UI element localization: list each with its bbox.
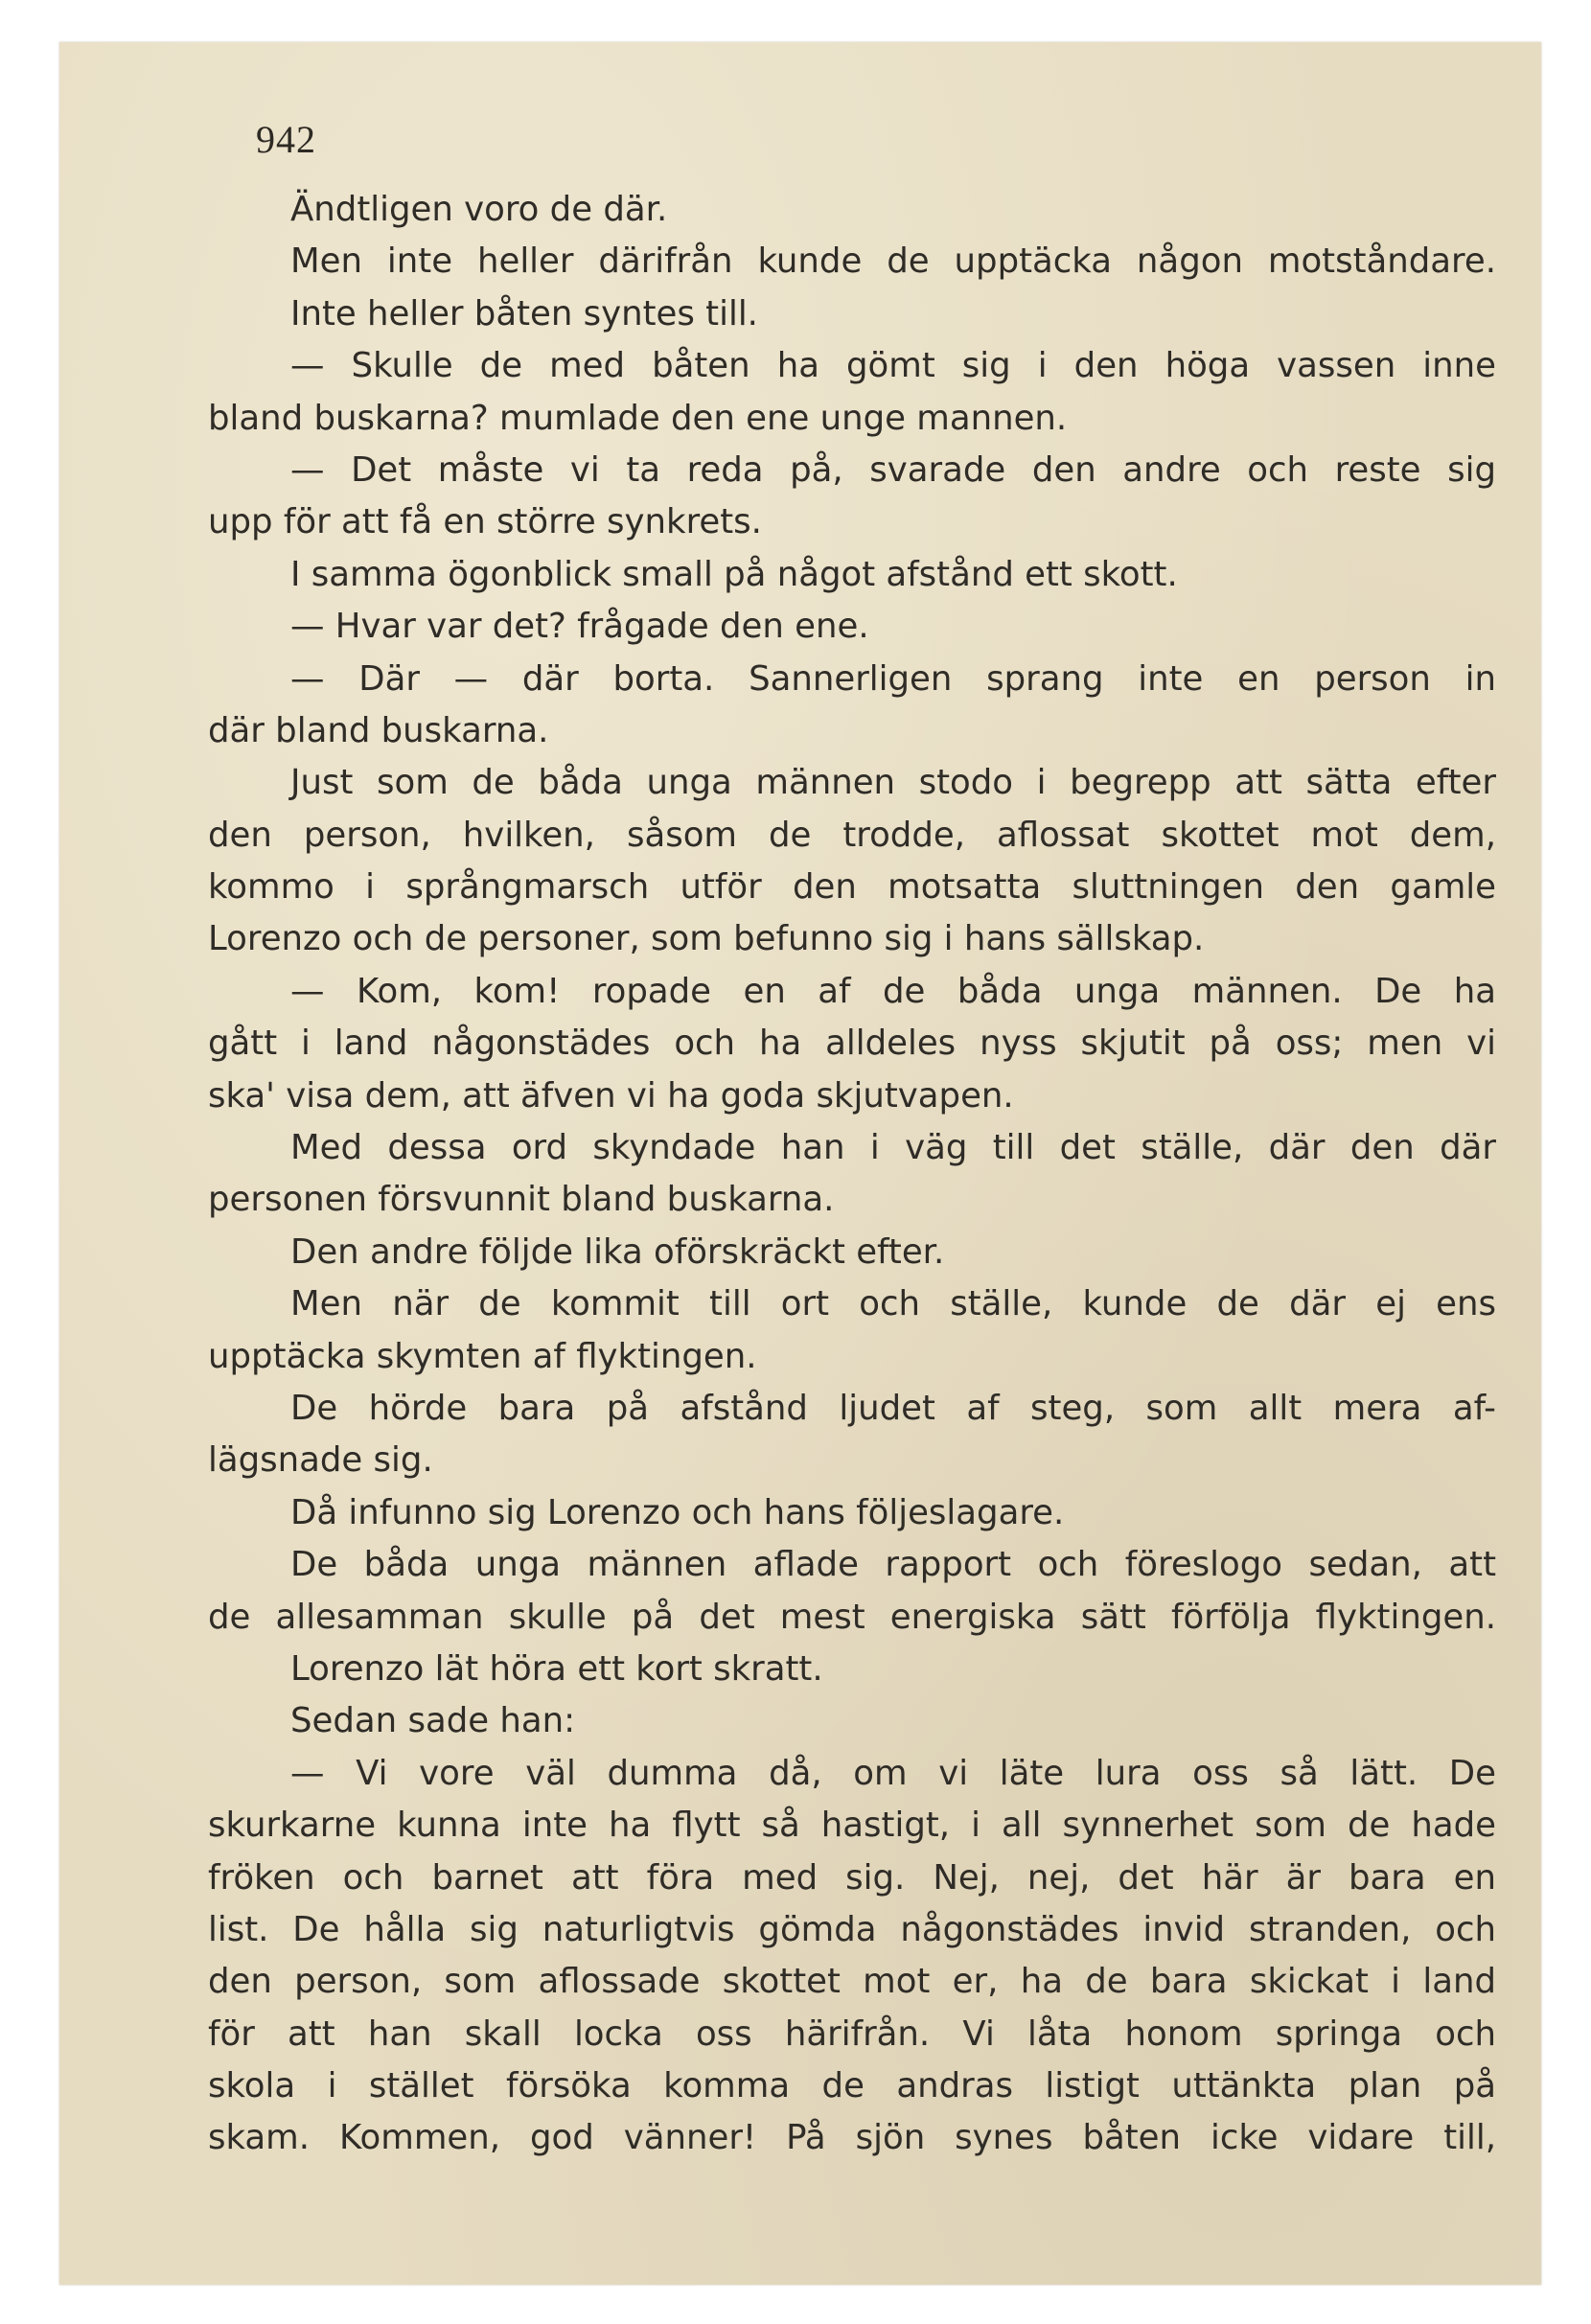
text-line: Lorenzo lät höra ett kort skratt. [290,1648,823,1689]
text-line: Den andre följde lika oförskräckt efter. [290,1231,945,1272]
text-line: den person, hvilken, såsom de trodde, aflossat skottet mot dem, [208,815,1496,855]
text-line: — Skulle de med båten ha gömt sig i den höga vassen inne [290,346,1496,386]
text-line: Men när de kommit till ort och ställe, kunde de där ej ens [290,1284,1496,1324]
text-line: Men inte heller därifrån kunde de upptäcka någon motståndare. [290,242,1496,282]
text-line: I samma ögonblick small på något afstånd ett skott. [290,554,1178,594]
text-line: där bland buskarna. [208,710,549,750]
text-line: — Vi vore väl dumma då, om vi läte lura oss så lätt. De [290,1753,1496,1793]
text-line: fröken och barnet att föra med sig. Nej, nej, det här är bara en [208,1857,1496,1898]
text-line: De hörde bara på afstånd ljudet af steg, som allt mera af- [290,1388,1496,1428]
text-line: lägsnade sig. [208,1440,433,1481]
text-line: Ändtligen voro de där. [290,190,668,229]
body-text [208,184,1496,2165]
text-line: gått i land någonstädes och ha alldeles nyss skjutit på oss; men vi [208,1024,1496,1064]
text-line: de allesamman skulle på det mest energiska sätt förfölja flyktingen. [208,1597,1496,1637]
text-line: — Där — där borta. Sannerligen sprang inte en person in [290,658,1496,699]
text-line: ska' visa dem, att äfven vi ha goda skjutvapen. [208,1075,1014,1116]
text-line: Lorenzo och de personer, som befunno sig i hans sällskap. [208,919,1205,959]
text-line: De båda unga männen aflade rapport och föreslogo sedan, att [290,1545,1496,1585]
text-line: skola i stället försöka komma de andras listigt uttänkta plan på [208,2066,1496,2106]
text-line: Med dessa ord skyndade han i väg till det ställe, där den där [290,1128,1496,1168]
text-line: Inte heller båten syntes till. [290,293,758,334]
book-page [59,42,1541,2285]
text-line: Då infunno sig Lorenzo och hans följeslagare. [290,1492,1065,1532]
text-line: den person, som aflossade skottet mot er, ha de bara skickat i land [208,1962,1496,2002]
text-line: upp för att få en större synkrets. [208,502,762,542]
page-number: 942 [256,118,316,161]
text-line: bland buskarna? mumlade den ene unge mannen. [208,398,1068,438]
text-line: — Hvar var det? frågade den ene. [290,607,869,647]
text-line: upptäcka skymten af flyktingen. [208,1336,757,1376]
text-line: — Det måste vi ta reda på, svarade den andre och reste sig [290,449,1496,490]
text-line: list. De hålla sig naturligtvis gömda någonstädes invid stranden, och [208,1909,1496,1949]
text-line: personen försvunnit bland buskarna. [208,1180,835,1220]
text-line: för att han skall locka oss härifrån. Vi låta honom springa och [208,2013,1496,2054]
text-line: skurkarne kunna inte ha flytt så hastigt, i all synnerhet som de hade [208,1806,1496,1846]
text-line: skam. Kommen, god vänner! På sjön synes båten icke vidare till, [208,2118,1496,2158]
text-line: Sedan sade han: [290,1701,576,1741]
text-line: — Kom, kom! ropade en af de båda unga männen. De ha [290,971,1496,1011]
text-line: Just som de båda unga männen stodo i begrepp att sätta efter [290,763,1496,803]
text-line: kommo i språngmarsch utför den motsatta sluttningen den gamle [208,867,1496,908]
